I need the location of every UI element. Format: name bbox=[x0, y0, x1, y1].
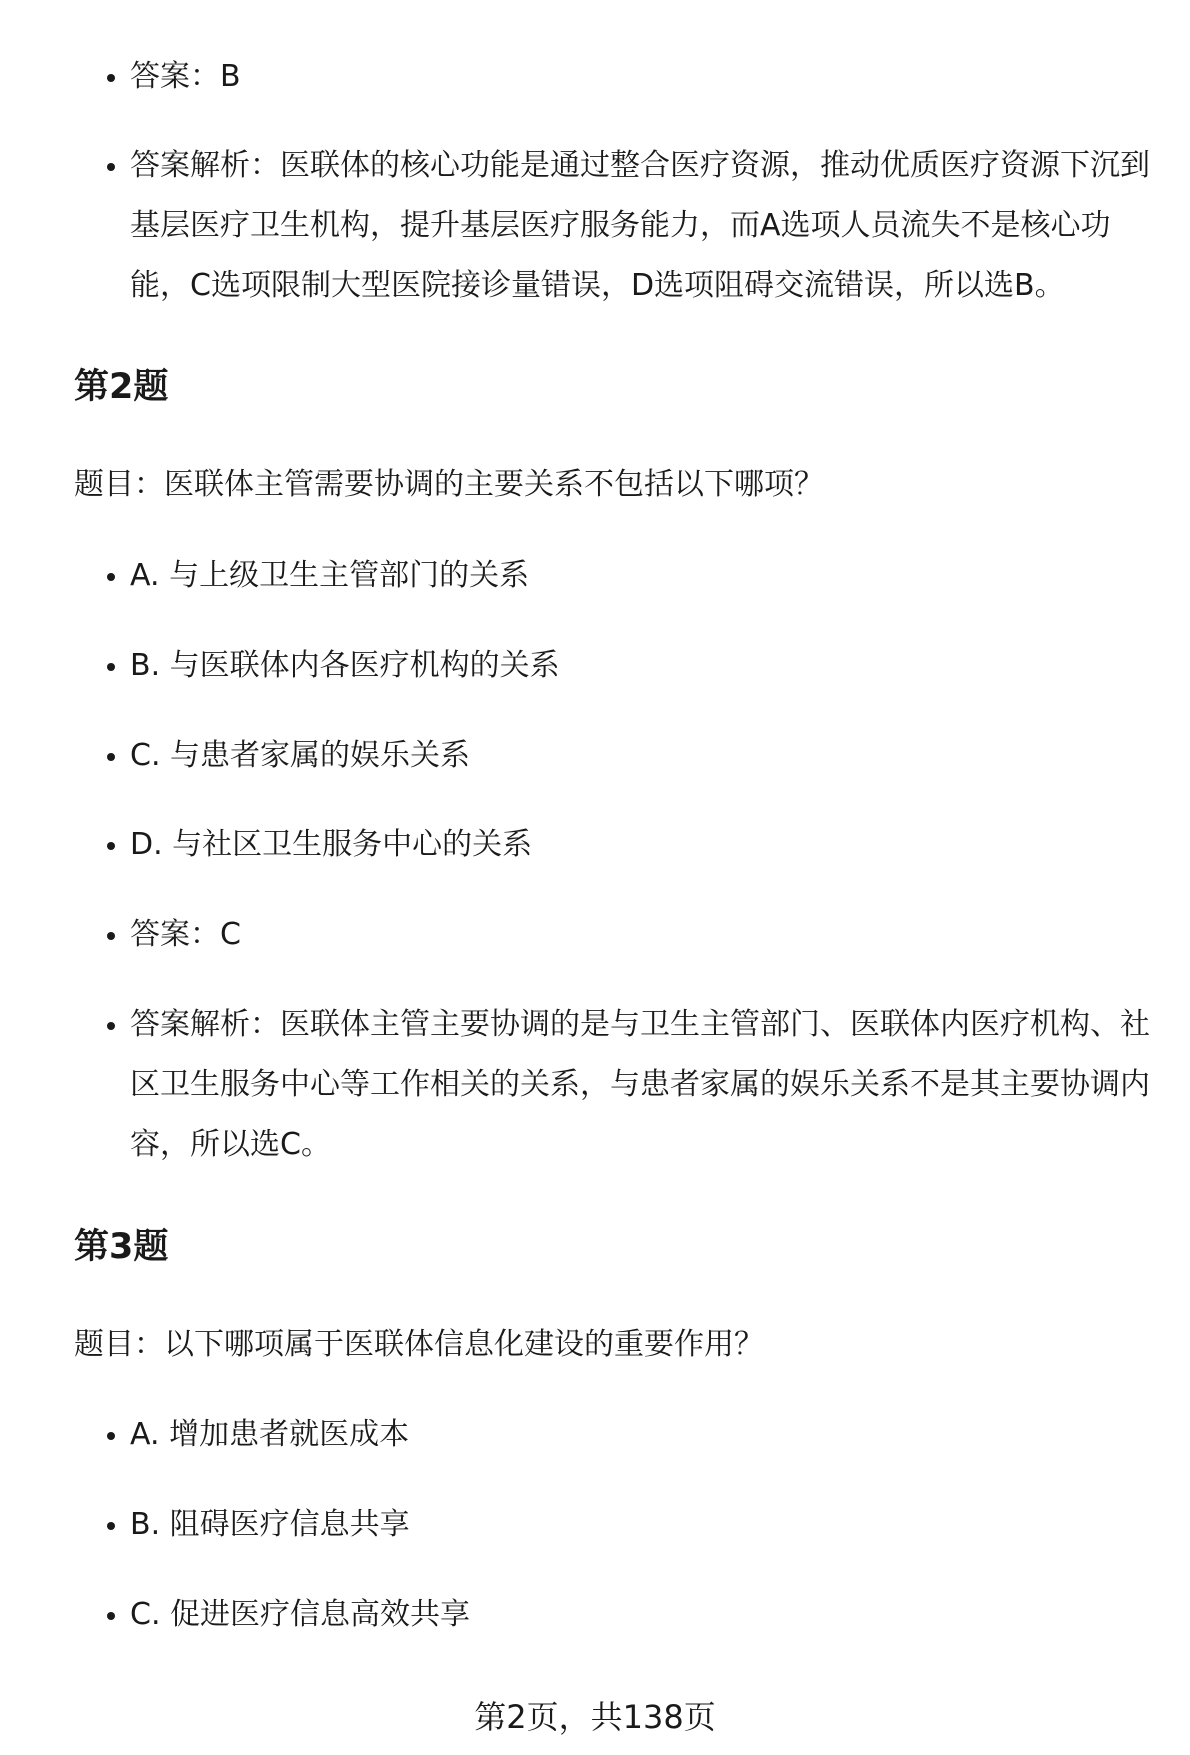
q1-answer: 答案：B bbox=[130, 47, 1160, 107]
q2-explanation: 答案解析：医联体主管主要协调的是与卫生主管部门、医联体内医疗机构、社区卫生服务中心等工作相关的关系，与患者家属的娱乐关系不是其主要协调内容，所以选C。 bbox=[130, 995, 1160, 1175]
q2-answer: 答案：C bbox=[130, 905, 1160, 965]
q3-heading: 第3题 bbox=[74, 1227, 169, 1267]
q2-question: 题目：医联体主管需要协调的主要关系不包括以下哪项？ bbox=[74, 467, 824, 502]
q2-heading: 第2题 bbox=[74, 367, 169, 407]
q3-option-a: A. 增加患者就医成本 bbox=[130, 1405, 1160, 1465]
q1-explanation: 答案解析：医联体的核心功能是通过整合医疗资源，推动优质医疗资源下沉到基层医疗卫生机构，提升基层医疗服务能力，而A选项人员流失不是核心功能，C选项限制大型医院接诊量错误，D选项阻碍交流错误，所以选B。 bbox=[130, 136, 1160, 316]
page-footer: 第2页，共138页 bbox=[474, 1698, 716, 1736]
q2-option-c: C. 与患者家属的娱乐关系 bbox=[130, 726, 1160, 786]
q3-option-c: C. 促进医疗信息高效共享 bbox=[130, 1585, 1160, 1645]
q2-option-b: B. 与医联体内各医疗机构的关系 bbox=[130, 636, 1160, 696]
q3-option-b: B. 阻碍医疗信息共享 bbox=[130, 1495, 1160, 1555]
q3-question: 题目：以下哪项属于医联体信息化建设的重要作用？ bbox=[74, 1327, 764, 1362]
q2-option-d: D. 与社区卫生服务中心的关系 bbox=[130, 815, 1160, 875]
q2-option-a: A. 与上级卫生主管部门的关系 bbox=[130, 546, 1160, 606]
